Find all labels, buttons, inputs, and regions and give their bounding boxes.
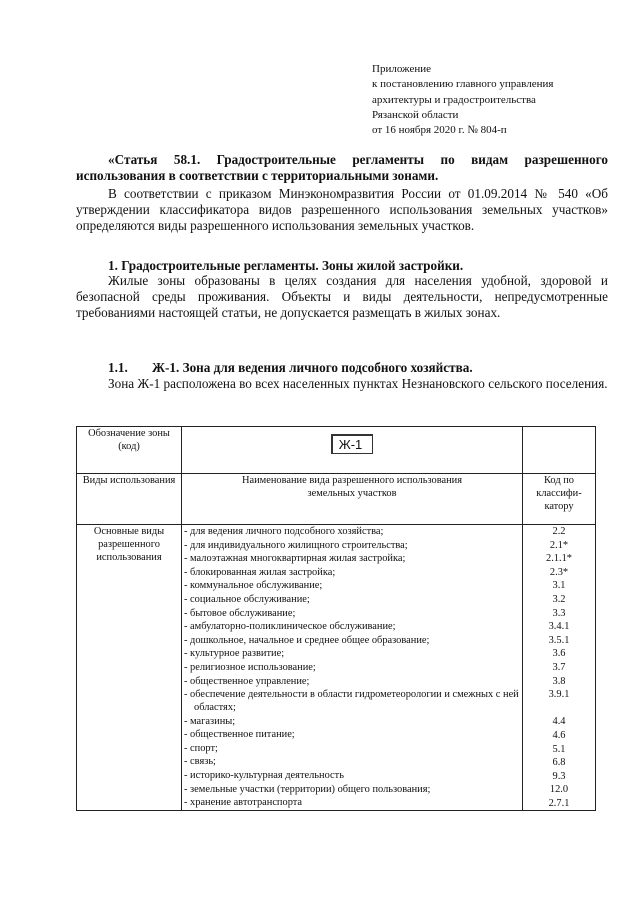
section-1-paragraph: Жилые зоны образованы в целях создания для населения удобной, здоровой и безопасной среды проживания. Объекты и виды деятельности, непредусмотренные требованиями настоящей статьи, не допускается размещать в жилых зонах. bbox=[76, 273, 608, 321]
article-title-block bbox=[76, 152, 608, 184]
zone-code-empty-cell bbox=[523, 427, 596, 474]
section-1-heading-block bbox=[76, 258, 608, 274]
use-name: - социальное обслуживание; bbox=[184, 593, 310, 605]
header-names: Наименование вида разрешенного использования земельных участков bbox=[182, 474, 523, 525]
appendix-line: от 16 ноября 2020 г. № 804-п bbox=[372, 124, 507, 137]
use-code: 4.6 bbox=[552, 729, 566, 741]
group-label-cell: Основные виды разрешенного использования bbox=[77, 525, 182, 811]
use-name: - спорт; bbox=[184, 742, 218, 754]
use-code: 2.7.1 bbox=[548, 797, 570, 809]
use-name: - для ведения личного подсобного хозяйства; bbox=[184, 526, 384, 537]
section-1-1-paragraph: Зона Ж-1 расположена во всех населенных пунктах Незнановского сельского поселения. bbox=[108, 376, 608, 391]
section-1-1-number: 1.1. bbox=[108, 360, 128, 375]
use-name: - культурное развитие; bbox=[184, 648, 285, 660]
use-code: 3.5.1 bbox=[548, 634, 570, 646]
use-code: 9.3 bbox=[552, 770, 566, 782]
section-1-1-heading bbox=[76, 360, 608, 376]
section-1-1-text-block bbox=[76, 376, 608, 392]
table-row bbox=[77, 525, 596, 811]
use-name: - малоэтажная многоквартирная жилая застройка; bbox=[184, 553, 406, 565]
header-types: Виды использования bbox=[77, 474, 182, 525]
use-name: - общественное питание; bbox=[184, 729, 295, 741]
use-name: - для индивидуального жилищного строительства; bbox=[184, 539, 408, 551]
zone-regulations-table bbox=[76, 426, 596, 811]
use-name: - связь; bbox=[184, 756, 216, 768]
zone-code-cell bbox=[182, 427, 523, 474]
header-code: Код по классифи-катору bbox=[523, 474, 596, 525]
appendix-line: архитектуры и градостроительства bbox=[372, 93, 536, 106]
zone-code-box: Ж-1 bbox=[331, 434, 374, 454]
use-name: - амбулаторно-поликлиническое обслуживание; bbox=[184, 621, 396, 633]
use-name: - религиозное использование; bbox=[184, 661, 316, 673]
use-name: - блокированная жилая застройка; bbox=[184, 566, 336, 578]
use-code: 5.1 bbox=[552, 743, 566, 755]
use-code: 3.3 bbox=[552, 607, 566, 619]
use-name: - бытовое обслуживание; bbox=[184, 607, 296, 619]
use-name: - историко-культурная деятельность bbox=[184, 769, 344, 781]
section-1-1-title: Ж-1. Зона для ведения личного подсобного хозяйства. bbox=[152, 360, 473, 375]
use-code: 3.8 bbox=[552, 675, 566, 687]
use-code: 3.2 bbox=[552, 593, 566, 605]
appendix-line: Приложение bbox=[372, 63, 432, 75]
use-code: 2.3* bbox=[549, 566, 569, 578]
section-1-1-heading-block bbox=[76, 360, 608, 376]
codes-list-cell bbox=[523, 525, 596, 811]
use-name: - коммунальное обслуживание; bbox=[184, 580, 323, 592]
use-code: 2.2 bbox=[552, 526, 566, 537]
uses-list-cell bbox=[182, 525, 523, 811]
use-code: 3.6 bbox=[552, 648, 566, 660]
use-name: - хранение автотранспорта bbox=[184, 797, 303, 809]
use-code: 2.1.1* bbox=[546, 553, 572, 565]
section-1-heading: 1. Градостроительные регламенты. Зоны жилой застройки. bbox=[108, 258, 464, 273]
section-1-text-block bbox=[76, 273, 608, 322]
appendix-block bbox=[372, 62, 553, 138]
intro-block bbox=[76, 186, 608, 235]
use-name: - магазины; bbox=[184, 715, 236, 727]
appendix-line: к постановлению главного управления bbox=[372, 78, 554, 91]
use-name: - земельные участки (территории) общего пользования; bbox=[184, 783, 431, 795]
article-title: «Статья 58.1. Градостроительные регламенты по видам разрешенного использования в соответствии с территориальными зонами. bbox=[76, 152, 608, 184]
table-header-row bbox=[77, 474, 596, 525]
use-code: 4.4 bbox=[552, 716, 566, 728]
use-code: 3.9.1 bbox=[548, 689, 570, 701]
use-code: 3.1 bbox=[552, 580, 566, 592]
intro-paragraph: В соответствии с приказом Минэкономразвития России от 01.09.2014 № 540 «Об утверждении классификатора видов разрешенного использования земельных участков» определяются виды разрешенного использования земельных участков. bbox=[76, 186, 608, 234]
use-code: 12.0 bbox=[549, 784, 569, 796]
use-code: 3.7 bbox=[552, 661, 566, 673]
use-code: 2.1* bbox=[549, 539, 569, 551]
zone-label-cell: Обозначение зоны (код) bbox=[77, 427, 182, 474]
appendix-line: Рязанской области bbox=[372, 108, 459, 121]
use-name: - дошкольное, начальное и среднее общее образование; bbox=[184, 634, 430, 646]
use-name: - общественное управление; bbox=[184, 675, 310, 687]
zone-code-row bbox=[77, 427, 596, 474]
use-code: 6.8 bbox=[552, 757, 566, 769]
use-name: - обеспечение деятельности в области гидрометеорологии и смежных с ней областях; bbox=[184, 689, 519, 714]
use-code: 3.4.1 bbox=[548, 621, 570, 633]
